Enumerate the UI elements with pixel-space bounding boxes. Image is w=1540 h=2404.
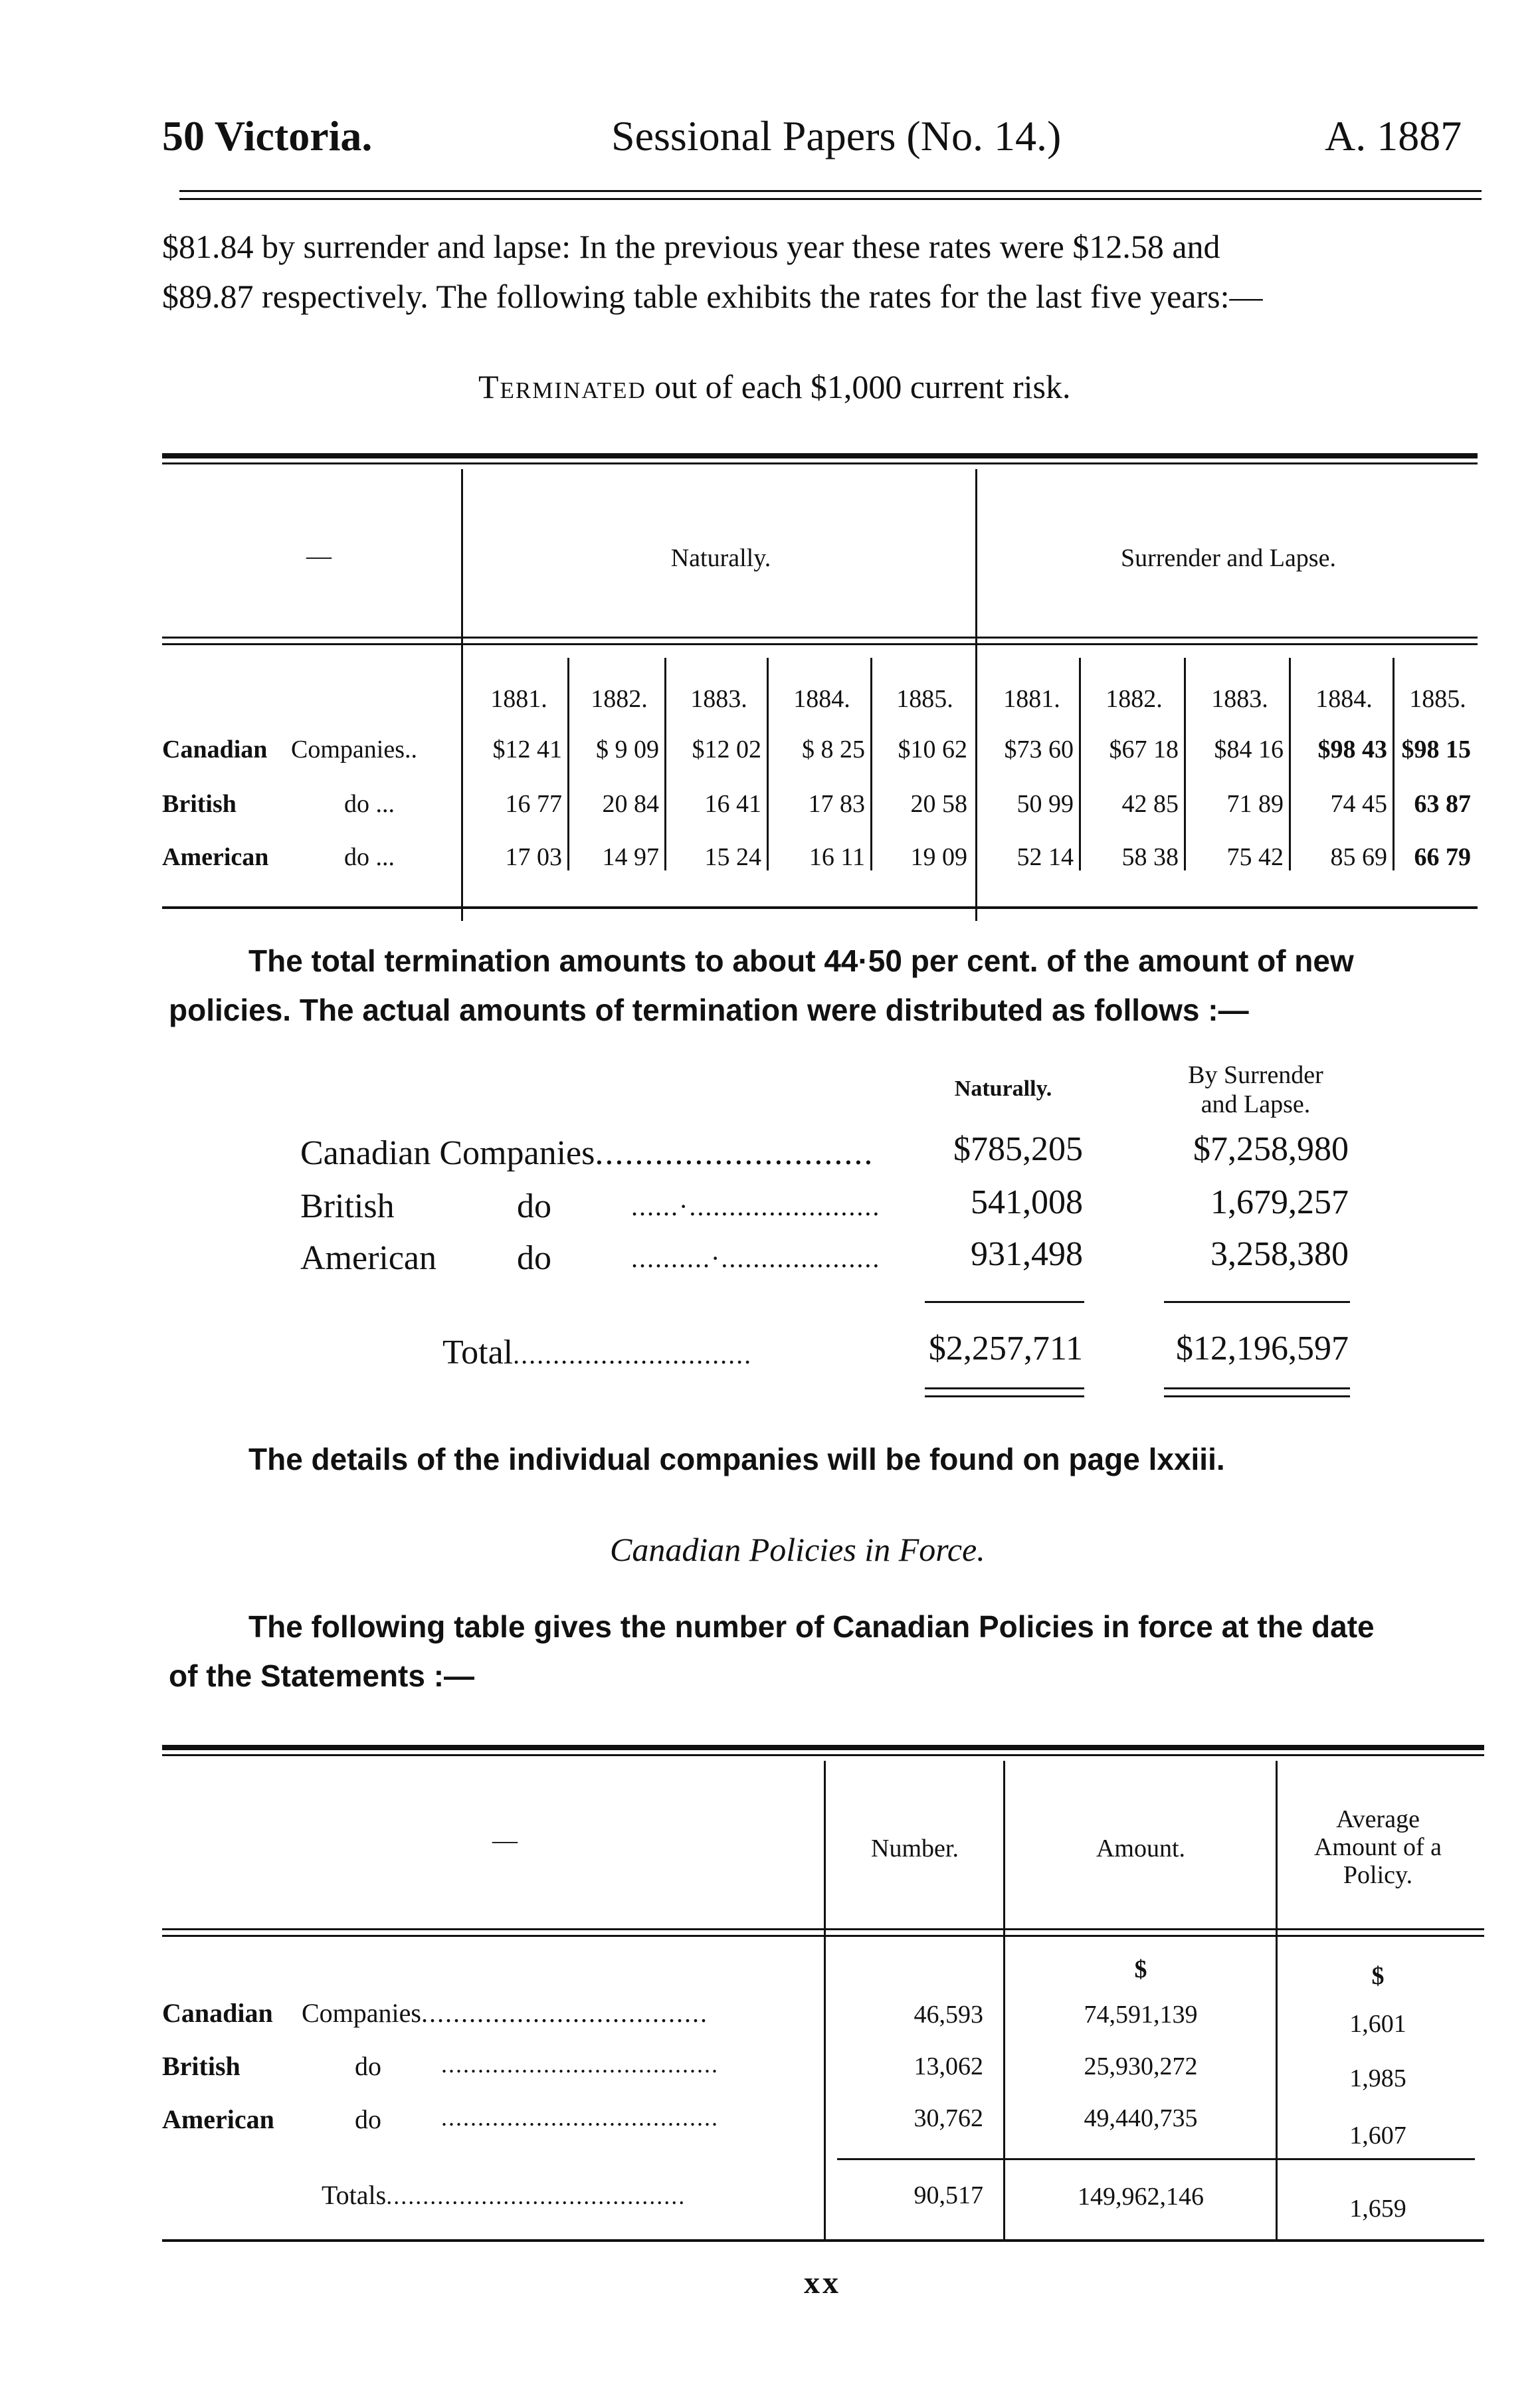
- table3-avg: 1,985: [1349, 2064, 1406, 2092]
- table3-row-label: American: [162, 2104, 274, 2134]
- table1-cell: $98 43: [1317, 736, 1387, 763]
- table2-row-label: [300, 1183, 395, 1231]
- table1-cell: $10 62: [898, 736, 967, 763]
- table2-row-label: [300, 1235, 436, 1282]
- header-rule-bottom: [179, 198, 1482, 200]
- table3-amount: 49,440,735: [1084, 2104, 1198, 2132]
- table3-dots: ......................................: [441, 2104, 719, 2131]
- table3-row-label: Canadian: [162, 1998, 273, 2028]
- table1-year-header: 1882.: [1106, 685, 1163, 713]
- table1-col-divider: [664, 658, 666, 870]
- table1-top-rule-thin: [162, 462, 1478, 464]
- table1-row-label: Canadian: [162, 736, 268, 763]
- table1-cell: $12 02: [692, 736, 761, 763]
- header-right: A. 1887: [1325, 112, 1462, 159]
- table3-row-label: British: [162, 2051, 241, 2081]
- table1-row-sub: do ...: [344, 790, 395, 818]
- table1-bottom-rule: [162, 906, 1478, 909]
- table3-top-rule-thin: [162, 1754, 1484, 1756]
- table2-total-rule-c: [1164, 1387, 1350, 1389]
- table1-col-divider: [767, 658, 769, 870]
- table3-row-sub: do: [355, 2051, 381, 2081]
- table1-top-rule: [162, 453, 1478, 458]
- table1-cell: 63 87: [1414, 790, 1471, 818]
- table3-total-text: Totals: [322, 2180, 387, 2210]
- table2-label-text: British: [300, 1187, 395, 1225]
- table1-year-header: 1881.: [490, 685, 547, 713]
- table1-cell: $ 8 25: [802, 736, 865, 763]
- table1-cell: $67 18: [1109, 736, 1179, 763]
- table1-caption: [478, 363, 1070, 411]
- table1-year-header: 1883.: [690, 685, 747, 713]
- table3-number: 46,593: [914, 2001, 983, 2029]
- para4-line-1: The following table gives the number of Canadian Policies in force at the date: [248, 1609, 1375, 1644]
- table2-total-v2: $12,196,597: [1176, 1330, 1349, 1367]
- table3-dots: ......................................: [441, 2051, 719, 2078]
- header-left: 50 Victoria.: [162, 112, 373, 159]
- table1-cell: 17 83: [808, 790, 865, 818]
- table1-cell: $12 41: [492, 736, 562, 763]
- table3-vline-1: [824, 1761, 826, 2239]
- table2-total-rule-d: [1164, 1395, 1350, 1397]
- table3-col-avg-c: Policy.: [1343, 1861, 1413, 1889]
- table3-avg: 1,607: [1349, 2122, 1406, 2150]
- para3: The details of the individual companies will be found on page lxxiii.: [248, 1442, 1225, 1476]
- table1-caption-rest: out of each $1,000 current risk.: [654, 368, 1071, 405]
- table3-col-number: Number.: [871, 1835, 959, 1862]
- table1-cell: 42 85: [1121, 790, 1179, 818]
- table3-total-number: 90,517: [914, 2181, 983, 2209]
- table1-year-header: 1885.: [1409, 685, 1466, 713]
- table3-sub-text: Companies: [302, 1998, 421, 2028]
- section-title: Canadian Policies in Force.: [610, 1531, 985, 1568]
- table1-cell: 74 45: [1330, 790, 1387, 818]
- table3-number: 13,062: [914, 2053, 983, 2080]
- table3-amount: 74,591,139: [1084, 2001, 1198, 2029]
- table1-cell: 75 42: [1226, 843, 1284, 871]
- table1-cell: $73 60: [1004, 736, 1074, 763]
- table2-dots: ......·........................: [631, 1191, 881, 1221]
- table1-cell: 14 97: [602, 843, 659, 871]
- table3-total-amount: 149,962,146: [1078, 2183, 1204, 2211]
- table3-unit-avg: $: [1371, 1962, 1385, 1990]
- table3-dots: ....................................: [421, 1998, 708, 2028]
- table2-v2: 1,679,257: [1210, 1183, 1349, 1221]
- table1-col-divider: [567, 658, 569, 870]
- table1-cell: 16 77: [505, 790, 562, 818]
- table1-group-naturally: Naturally.: [670, 544, 771, 572]
- table1-stub-header: —: [306, 542, 332, 570]
- table1-row-label: British: [162, 790, 237, 818]
- table3-total-label: [322, 2179, 686, 2211]
- table1-cell: 71 89: [1226, 790, 1284, 818]
- table3-unit-amount: $: [1134, 1955, 1147, 1983]
- table1-cell: 58 38: [1121, 843, 1179, 871]
- table2-col-surrender-a: By Surrender: [1188, 1061, 1323, 1089]
- table3-bottom-rule: [162, 2239, 1484, 2242]
- table2-sum-rule-2: [1164, 1301, 1350, 1303]
- table1-caption-smallcaps: Terminated: [478, 368, 646, 405]
- para2-line-2: policies. The actual amounts of termination were distributed as follows :—: [169, 993, 1249, 1027]
- para2-line-1: The total termination amounts to about 44·50 per cent. of the amount of new: [248, 944, 1354, 978]
- table1-cell: 20 84: [602, 790, 659, 818]
- table1-header-rule-2: [162, 643, 1478, 645]
- table2-label-text: American: [300, 1239, 437, 1277]
- table1-col-divider: [1289, 658, 1291, 870]
- header-rule-top: [179, 190, 1482, 192]
- table2-v2: 3,258,380: [1210, 1235, 1349, 1273]
- table1-year-header: 1884.: [793, 685, 850, 713]
- table1-cell: 16 41: [704, 790, 761, 818]
- table1-cell: 66 79: [1414, 843, 1471, 871]
- table1-year-header: 1885.: [896, 685, 953, 713]
- table2-total-rule-b: [925, 1395, 1084, 1397]
- table3-top-rule: [162, 1745, 1484, 1750]
- intro-line-1: $81.84 by surrender and lapse: In the previous year these rates were $12.58 and: [162, 228, 1220, 265]
- table1-cell: 19 09: [910, 843, 967, 871]
- table1-col-divider: [870, 658, 872, 870]
- table2-col-naturally: Naturally.: [954, 1076, 1052, 1101]
- table1-cell: 20 58: [910, 790, 967, 818]
- table1-cell: 50 99: [1016, 790, 1074, 818]
- table2-dots: ............................: [595, 1134, 874, 1172]
- table1-col-divider: [1079, 658, 1081, 870]
- table1-col-divider: [1184, 658, 1186, 870]
- intro-line-2: $89.87 respectively. The following table exhibits the rates for the last five years:—: [162, 278, 1263, 315]
- table1-cell: 16 11: [809, 843, 865, 871]
- table3-avg: 1,601: [1349, 2010, 1406, 2038]
- table1-cell: 15 24: [704, 843, 761, 871]
- table3-col-avg-a: Average: [1336, 1805, 1420, 1833]
- table2-row-sub: do: [517, 1187, 551, 1225]
- table3-vline-3: [1276, 1761, 1278, 2239]
- table1-cell: 85 69: [1330, 843, 1387, 871]
- table3-col-avg-b: Amount of a: [1313, 1833, 1442, 1861]
- table2-v1: $785,205: [953, 1130, 1083, 1168]
- table2-total-text: Total: [442, 1334, 514, 1371]
- table1-cell: 52 14: [1016, 843, 1074, 871]
- table3-stub-header: —: [492, 1827, 518, 1854]
- table1-cell: 17 03: [505, 843, 562, 871]
- table2-total-v1: $2,257,711: [928, 1330, 1083, 1367]
- table2-sum-rule-1: [925, 1301, 1084, 1303]
- table3-row-sub: do: [355, 2104, 381, 2134]
- table3-sum-rule: [837, 2158, 1475, 2160]
- table3-amount: 25,930,272: [1084, 2053, 1198, 2080]
- table1-row-sub: do ...: [344, 843, 395, 871]
- table1-year-header: 1881.: [1003, 685, 1060, 713]
- table2-v1: 541,008: [971, 1183, 1083, 1221]
- table2-dots: ..........·....................: [631, 1243, 881, 1273]
- table1-year-header: 1884.: [1315, 685, 1373, 713]
- table3-header-rule: [162, 1928, 1484, 1930]
- table1-row-label: American: [162, 843, 269, 871]
- table1-cell: $ 9 09: [596, 736, 659, 763]
- table1-vline-stub: [461, 469, 463, 921]
- table2-row-label: [300, 1130, 874, 1177]
- header-center: Sessional Papers (No. 14.): [611, 112, 1062, 159]
- table2-v1: 931,498: [971, 1235, 1083, 1273]
- table1-row-sub: Companies..: [291, 736, 417, 763]
- page-number: xx: [804, 2265, 841, 2300]
- table2-total-label: [442, 1329, 752, 1379]
- table2-row-sub: do: [517, 1239, 551, 1277]
- table3-vline-2: [1003, 1761, 1005, 2239]
- table2-label-text: Canadian Companies: [300, 1134, 595, 1172]
- table3-total-avg: 1,659: [1349, 2195, 1406, 2223]
- table2-total-rule-a: [925, 1387, 1084, 1389]
- table3-number: 30,762: [914, 2104, 983, 2132]
- table2-total-dots: ..............................: [513, 1340, 753, 1369]
- table3-total-dots: .........................................: [386, 2183, 686, 2209]
- table1-col-divider: [1393, 658, 1395, 870]
- table2-col-surrender-b: and Lapse.: [1201, 1090, 1311, 1118]
- table3-col-amount: Amount.: [1096, 1835, 1186, 1862]
- table3-header-rule-2: [162, 1935, 1484, 1937]
- table1-header-rule: [162, 637, 1478, 639]
- table1-cell: $84 16: [1214, 736, 1284, 763]
- table1-cell: $98 15: [1401, 736, 1471, 763]
- table1-year-header: 1883.: [1211, 685, 1268, 713]
- table2-v2: $7,258,980: [1193, 1130, 1349, 1168]
- table3-row-sub: [302, 1997, 708, 2029]
- table1-year-header: 1882.: [591, 685, 648, 713]
- para4-line-2: of the Statements :—: [169, 1658, 475, 1693]
- table1-group-surrender: Surrender and Lapse.: [1121, 544, 1336, 572]
- table1-vline-group: [975, 469, 977, 921]
